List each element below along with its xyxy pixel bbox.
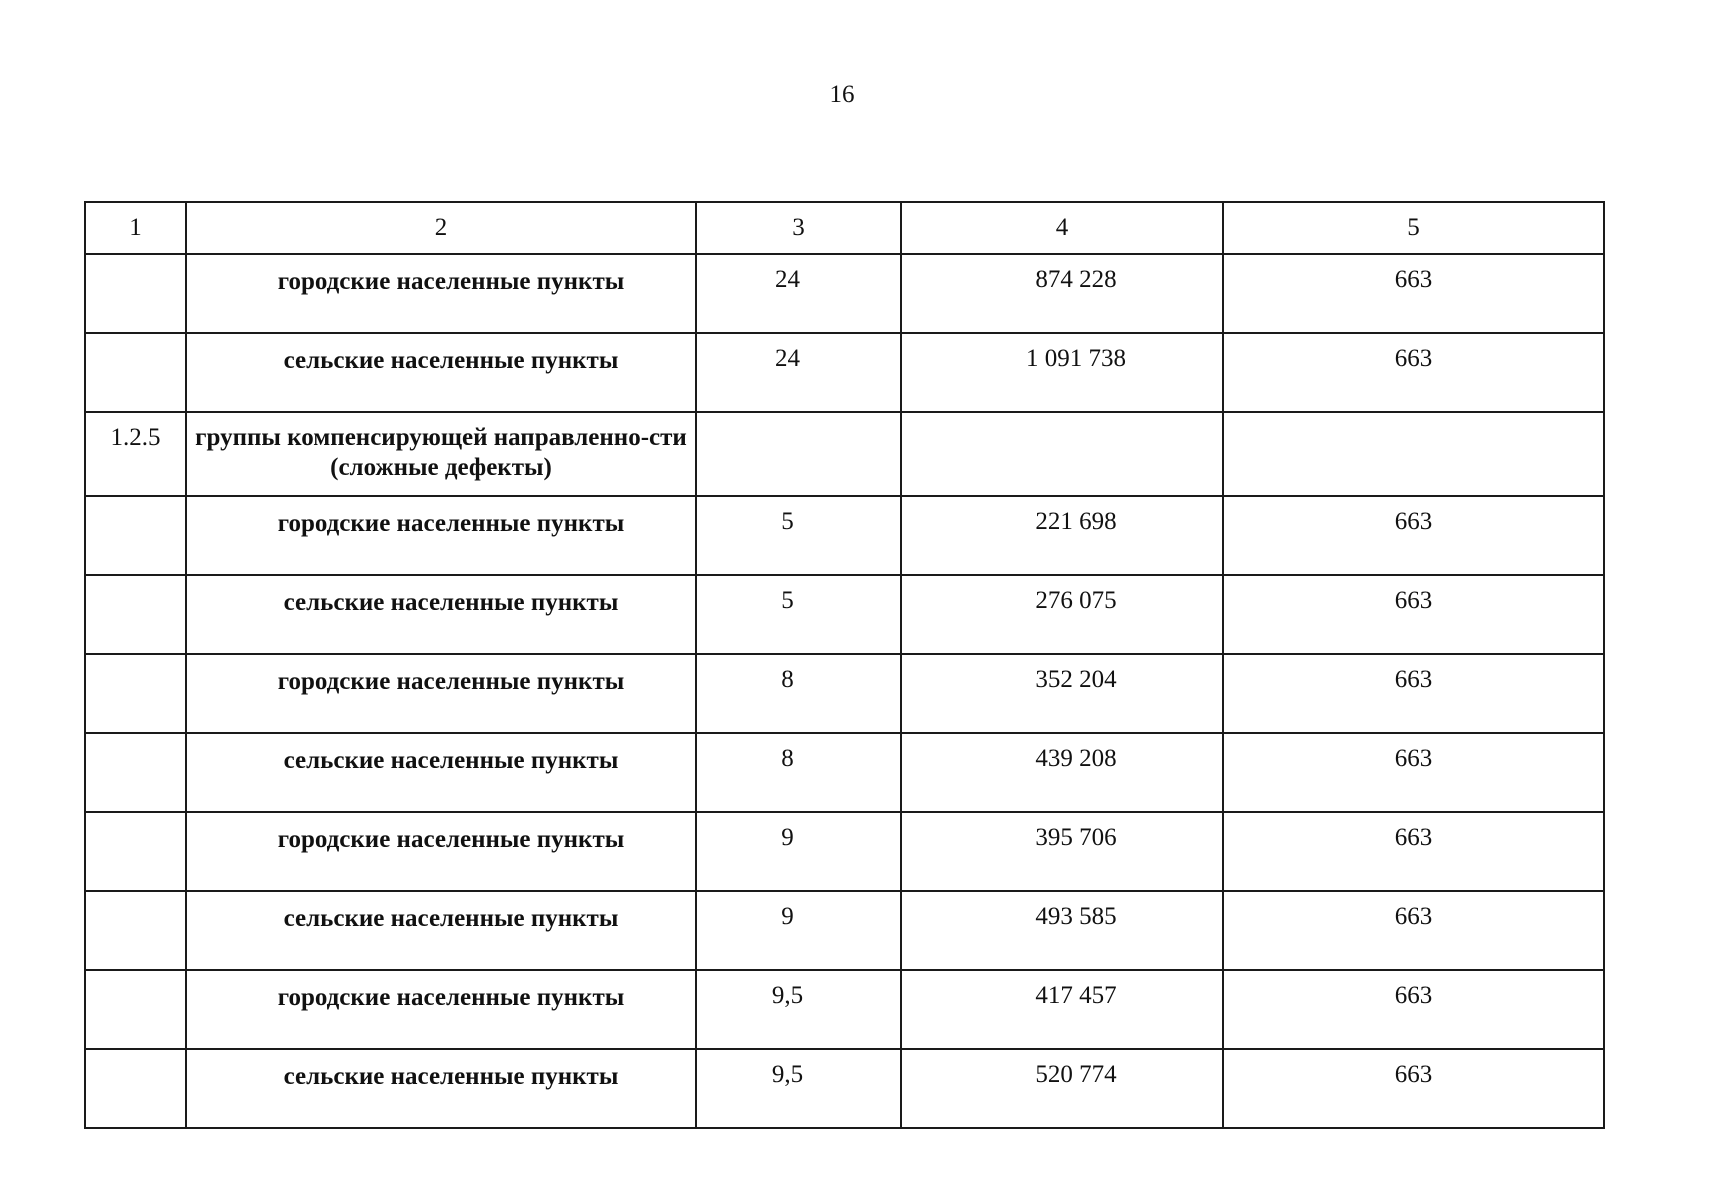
settlement-type-cell: сельские населенные пункты bbox=[186, 1049, 696, 1128]
column-4-value-cell: 520 774 bbox=[901, 1049, 1223, 1128]
table-row bbox=[85, 575, 1604, 654]
column-4-value-cell bbox=[901, 412, 1223, 496]
row-code-cell bbox=[85, 575, 186, 654]
column-4-value-cell: 417 457 bbox=[901, 970, 1223, 1049]
section-title-cell: группы компенсирующей направленно-сти (сложные дефекты) bbox=[186, 412, 696, 496]
column-4-value-cell: 874 228 bbox=[901, 254, 1223, 333]
settlement-type-cell: сельские населенные пункты bbox=[186, 733, 696, 812]
column-3-value-cell: 9,5 bbox=[696, 1049, 901, 1128]
header-cell-5: 5 bbox=[1223, 202, 1604, 254]
row-code-cell bbox=[85, 891, 186, 970]
column-5-value-cell: 663 bbox=[1223, 575, 1604, 654]
column-4-value-cell: 439 208 bbox=[901, 733, 1223, 812]
column-3-value-cell: 5 bbox=[696, 496, 901, 575]
column-4-value-cell: 493 585 bbox=[901, 891, 1223, 970]
settlement-type-cell: городские населенные пункты bbox=[186, 970, 696, 1049]
column-3-value-cell: 8 bbox=[696, 733, 901, 812]
table-row bbox=[85, 1049, 1604, 1128]
settlement-type-cell: городские населенные пункты bbox=[186, 654, 696, 733]
table-row bbox=[85, 812, 1604, 891]
column-4-value-cell: 221 698 bbox=[901, 496, 1223, 575]
row-code-cell bbox=[85, 333, 186, 412]
row-code-cell bbox=[85, 812, 186, 891]
row-code-cell bbox=[85, 254, 186, 333]
column-3-value-cell: 5 bbox=[696, 575, 901, 654]
table-row bbox=[85, 254, 1604, 333]
settlement-type-cell: сельские населенные пункты bbox=[186, 891, 696, 970]
column-4-value-cell: 1 091 738 bbox=[901, 333, 1223, 412]
column-3-value-cell bbox=[696, 412, 901, 496]
row-code-cell bbox=[85, 970, 186, 1049]
table-row bbox=[85, 970, 1604, 1049]
column-5-value-cell: 663 bbox=[1223, 333, 1604, 412]
settlement-type-cell: городские населенные пункты bbox=[186, 812, 696, 891]
column-5-value-cell: 663 bbox=[1223, 254, 1604, 333]
header-cell-2: 2 bbox=[186, 202, 696, 254]
table-row bbox=[85, 654, 1604, 733]
column-5-value-cell bbox=[1223, 412, 1604, 496]
column-3-value-cell: 8 bbox=[696, 654, 901, 733]
settlement-type-cell: сельские населенные пункты bbox=[186, 333, 696, 412]
column-4-value-cell: 276 075 bbox=[901, 575, 1223, 654]
column-3-value-cell: 9 bbox=[696, 891, 901, 970]
column-4-value-cell: 395 706 bbox=[901, 812, 1223, 891]
row-code-cell bbox=[85, 1049, 186, 1128]
settlement-type-cell: городские населенные пункты bbox=[186, 496, 696, 575]
column-3-value-cell: 24 bbox=[696, 254, 901, 333]
table-header-row bbox=[85, 202, 1604, 254]
page-number: 16 bbox=[829, 81, 855, 108]
table-row bbox=[85, 496, 1604, 575]
column-5-value-cell: 663 bbox=[1223, 1049, 1604, 1128]
table-row bbox=[85, 333, 1604, 412]
settlement-type-cell: сельские населенные пункты bbox=[186, 575, 696, 654]
column-3-value-cell: 9 bbox=[696, 812, 901, 891]
section-row bbox=[85, 412, 1604, 496]
data-table bbox=[84, 201, 1605, 1129]
column-5-value-cell: 663 bbox=[1223, 812, 1604, 891]
row-code-cell bbox=[85, 654, 186, 733]
table-row bbox=[85, 733, 1604, 812]
header-cell-1: 1 bbox=[85, 202, 186, 254]
column-5-value-cell: 663 bbox=[1223, 891, 1604, 970]
column-3-value-cell: 24 bbox=[696, 333, 901, 412]
column-5-value-cell: 663 bbox=[1223, 733, 1604, 812]
settlement-type-cell: городские населенные пункты bbox=[186, 254, 696, 333]
row-code-cell bbox=[85, 496, 186, 575]
column-5-value-cell: 663 bbox=[1223, 496, 1604, 575]
column-4-value-cell: 352 204 bbox=[901, 654, 1223, 733]
table-row bbox=[85, 891, 1604, 970]
row-code-cell bbox=[85, 733, 186, 812]
section-code-cell: 1.2.5 bbox=[85, 412, 186, 496]
column-5-value-cell: 663 bbox=[1223, 654, 1604, 733]
column-5-value-cell: 663 bbox=[1223, 970, 1604, 1049]
column-3-value-cell: 9,5 bbox=[696, 970, 901, 1049]
header-cell-4: 4 bbox=[901, 202, 1223, 254]
header-cell-3: 3 bbox=[696, 202, 901, 254]
